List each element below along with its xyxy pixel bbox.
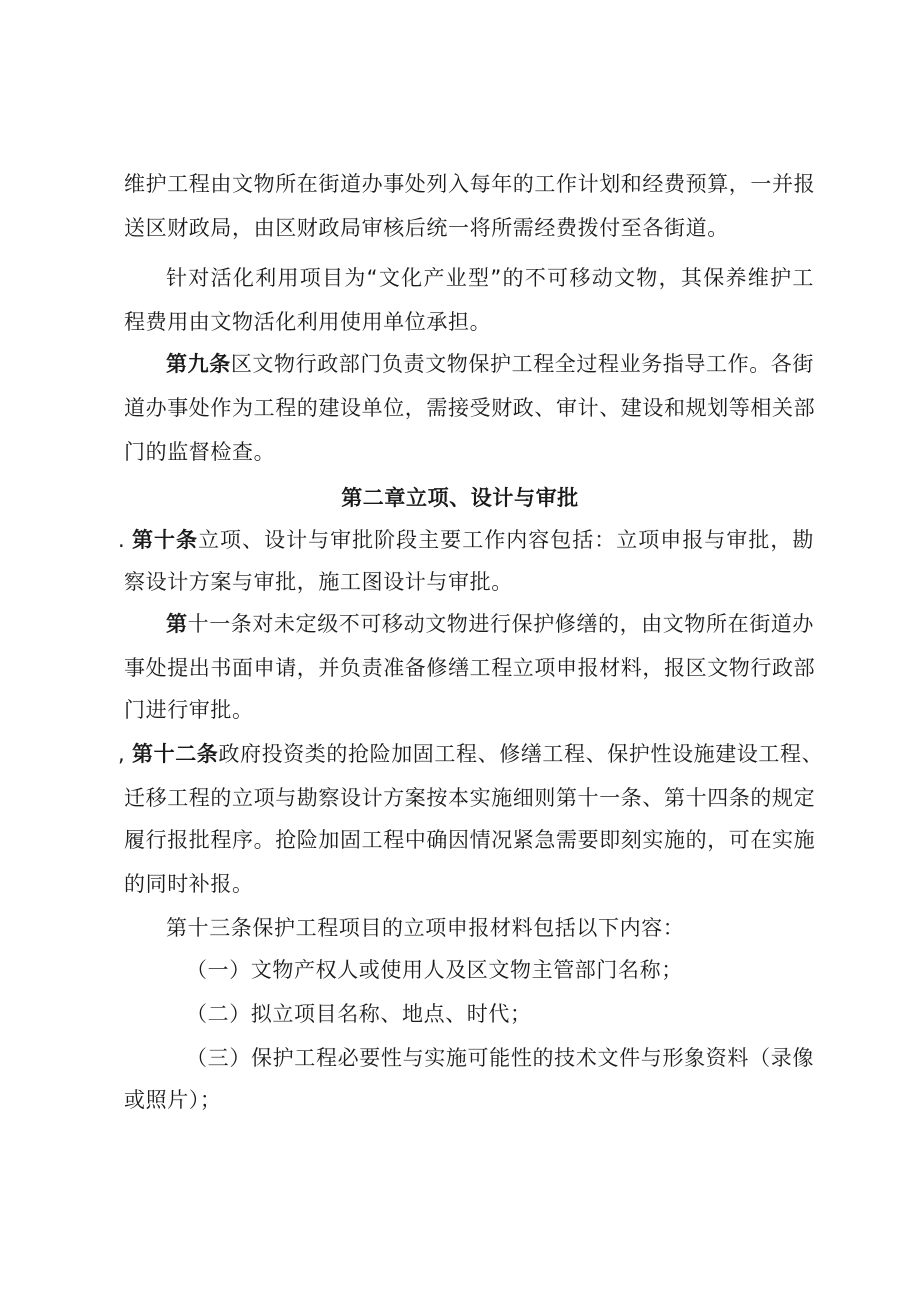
paragraph-line: 迁移工程的立项与勘察设计方案按本实施细则第十一条、第十四条的规定 <box>124 786 816 810</box>
article-11-line <box>166 612 814 636</box>
paragraph-line: 门的监督检查。 <box>124 440 276 464</box>
chapter-heading: 第二章立项、设计与审批 <box>341 486 579 510</box>
paragraph-line: 第十三条保护工程项目的立项申报材料包括以下内容： <box>166 916 685 940</box>
article-11-text: 十一条对未定级不可移动文物进行保护修缮的，由文物所在街道办 <box>187 612 815 636</box>
paragraph-line: 针对活化利用项目为“文化产业型”的不可移动文物，其保养维护工 <box>166 266 814 290</box>
article-12-text: 政府投资类的抢险加固工程、修缮工程、保护性设施建设工程、 <box>218 742 824 766</box>
list-item: （三）保护工程必要性与实施可能性的技术文件与形象资料（录像 <box>186 1046 814 1070</box>
article-10-line <box>132 528 814 552</box>
paragraph-line: 履行报批程序。抢险加固工程中确因情况紧急需要即刻实施的，可在实施 <box>124 828 816 852</box>
article-10-title: 第十条 <box>132 528 199 552</box>
stray-mark: , <box>118 742 125 766</box>
paragraph-line: 道办事处作为工程的建设单位，需接受财政、审计、建设和规划等相关部 <box>124 396 816 420</box>
paragraph-line: 事处提出书面申请，并负责准备修缮工程立项申报材料，报区文物行政部 <box>124 656 816 680</box>
paragraph-line: 门进行审批。 <box>124 698 254 722</box>
stray-mark: . <box>118 528 125 552</box>
list-item: （二）拟立项目名称、地点、时代； <box>186 1002 532 1026</box>
article-11-title: 第 <box>166 612 188 636</box>
article-9-line <box>166 352 814 376</box>
article-12-title: 第十二条 <box>132 742 219 766</box>
article-9-title: 第九条 <box>166 352 231 376</box>
paragraph-line: 或照片）； <box>124 1088 222 1112</box>
paragraph-line: 维护工程由文物所在街道办事处列入每年的工作计划和经费预算，一并报 <box>124 172 816 196</box>
paragraph-line: 程费用由文物活化利用使用单位承担。 <box>124 310 492 334</box>
list-item: （一）文物产权人或使用人及区文物主管部门名称； <box>186 958 683 982</box>
paragraph-line: 的同时补报。 <box>124 872 254 896</box>
paragraph-line: 察设计方案与审批，施工图设计与审批。 <box>124 570 513 594</box>
article-9-text: 区文物行政部门负责文物保护工程全过程业务指导工作。各街 <box>230 352 815 376</box>
article-12-line <box>132 742 824 766</box>
article-10-text: 立项、设计与审批阶段主要工作内容包括：立项申报与审批，勘 <box>198 528 814 552</box>
paragraph-line: 送区财政局，由区财政局审核后统一将所需经费拨付至各街道。 <box>124 216 729 240</box>
